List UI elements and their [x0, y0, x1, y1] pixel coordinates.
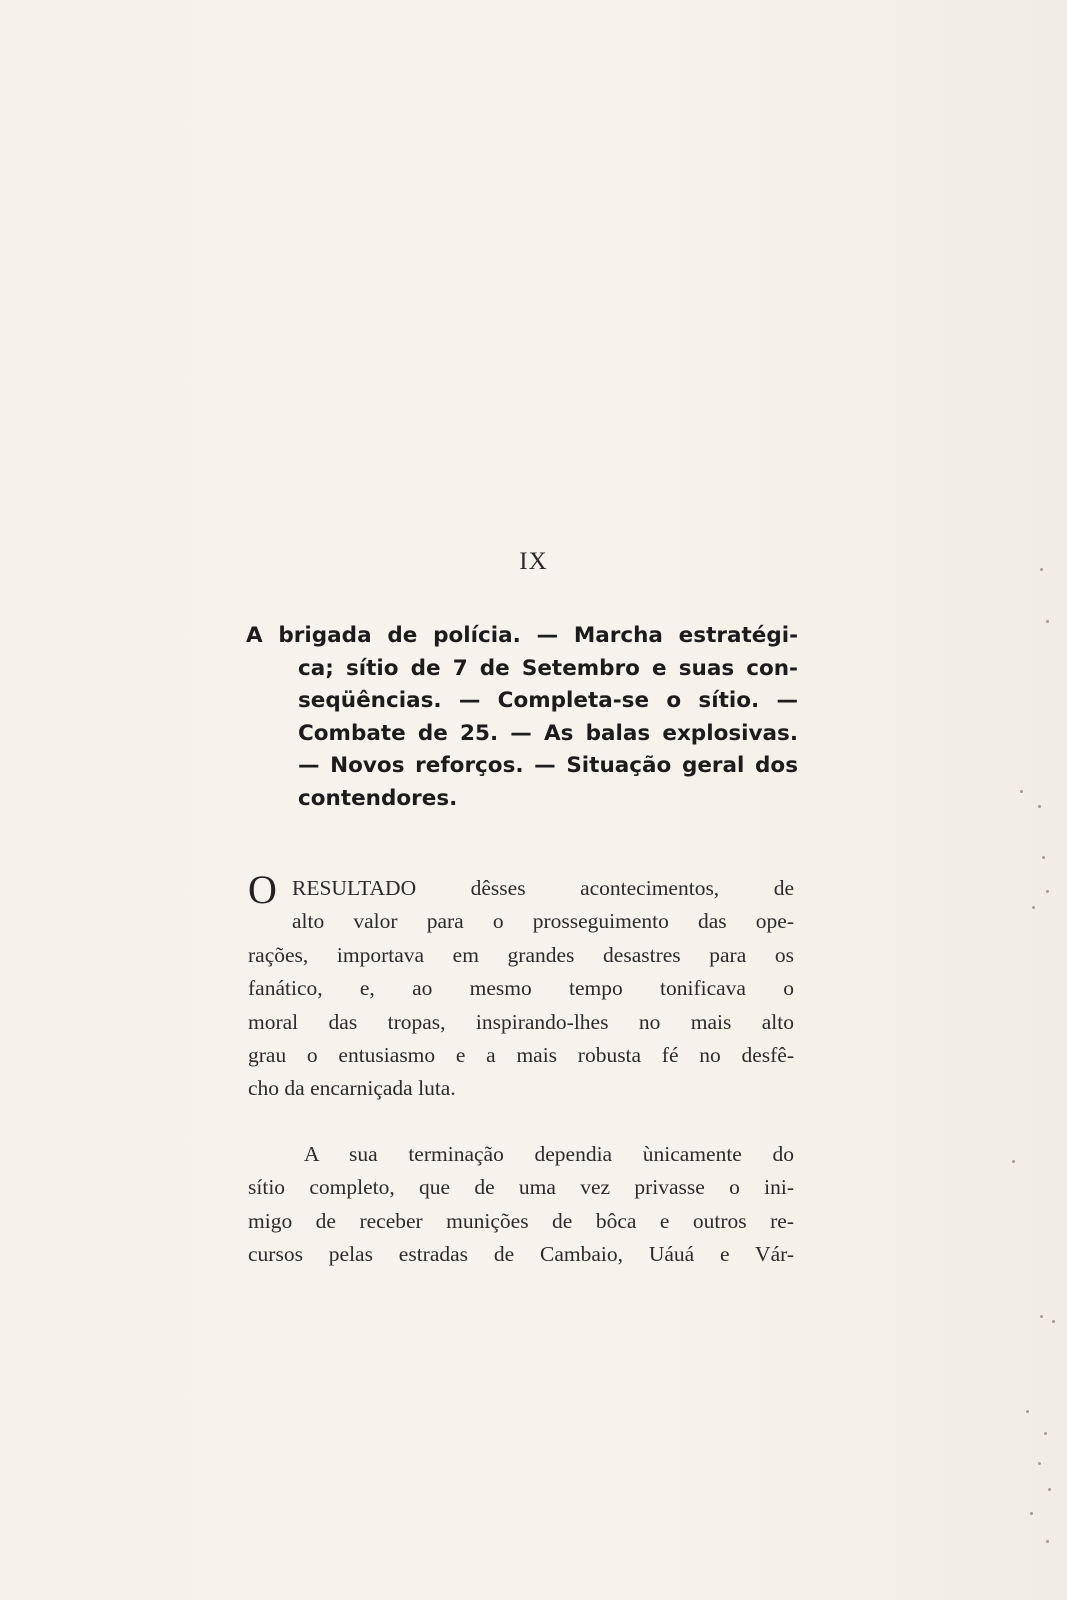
speck [1046, 1540, 1049, 1543]
summary-line: A brigada de polícia. — Marcha estratégi- [246, 623, 798, 648]
text-line: alto valor para o prosseguimento das ope- [292, 909, 794, 934]
text-line: migo de receber munições de bôca e outros re- [248, 1208, 794, 1233]
summary-line: seqüências. — Completa-se o sítio. — [298, 688, 798, 713]
speck [1030, 1512, 1033, 1515]
speck [1048, 1488, 1051, 1491]
text-line: fanático, e, ao mesmo tempo tonificava o [248, 976, 794, 1001]
text-line: sítio completo, que de uma vez privasse o ini- [248, 1175, 794, 1200]
text-line: moral das tropas, inspirando-lhes no mais alto [248, 1009, 794, 1034]
speck [1038, 805, 1041, 808]
speck [1020, 790, 1023, 793]
summary-line: — Novos reforços. — Situação geral dos [298, 753, 798, 778]
text-line: A sua terminação dependia ùnicamente do [304, 1142, 794, 1166]
speck [1052, 1320, 1055, 1323]
speck [1032, 906, 1035, 909]
speck [1040, 568, 1043, 571]
paragraph-2 [248, 1138, 794, 1272]
text-line: grau o entusiasmo e a mais robusta fé no desfê- [248, 1043, 794, 1068]
text-line: rações, importava em grandes desastres para os [248, 942, 794, 967]
summary-line: ca; sítio de 7 de Setembro e suas con- [298, 655, 798, 681]
speck [1026, 1410, 1029, 1413]
speck [1042, 856, 1045, 859]
speck [1038, 1462, 1041, 1465]
drop-cap: O [248, 867, 277, 912]
text-line: cursos pelas estradas de Cambaio, Uáuá e Vár- [248, 1242, 794, 1267]
speck [1044, 1432, 1047, 1435]
speck [1040, 1315, 1043, 1318]
summary-line: Combate de 25. — As balas explosivas. [298, 720, 798, 746]
speck [1046, 890, 1049, 893]
summary-line: contendores. [298, 785, 458, 811]
chapter-summary [246, 620, 798, 815]
paragraph-1 [248, 867, 794, 1106]
speck [1046, 620, 1049, 623]
chapter-number: IX [519, 548, 548, 575]
speck [1012, 1160, 1015, 1163]
text-line: cho da encarniçada luta. [248, 1076, 456, 1101]
text-line: RESULTADO dêsses acontecimentos, de [292, 876, 794, 900]
